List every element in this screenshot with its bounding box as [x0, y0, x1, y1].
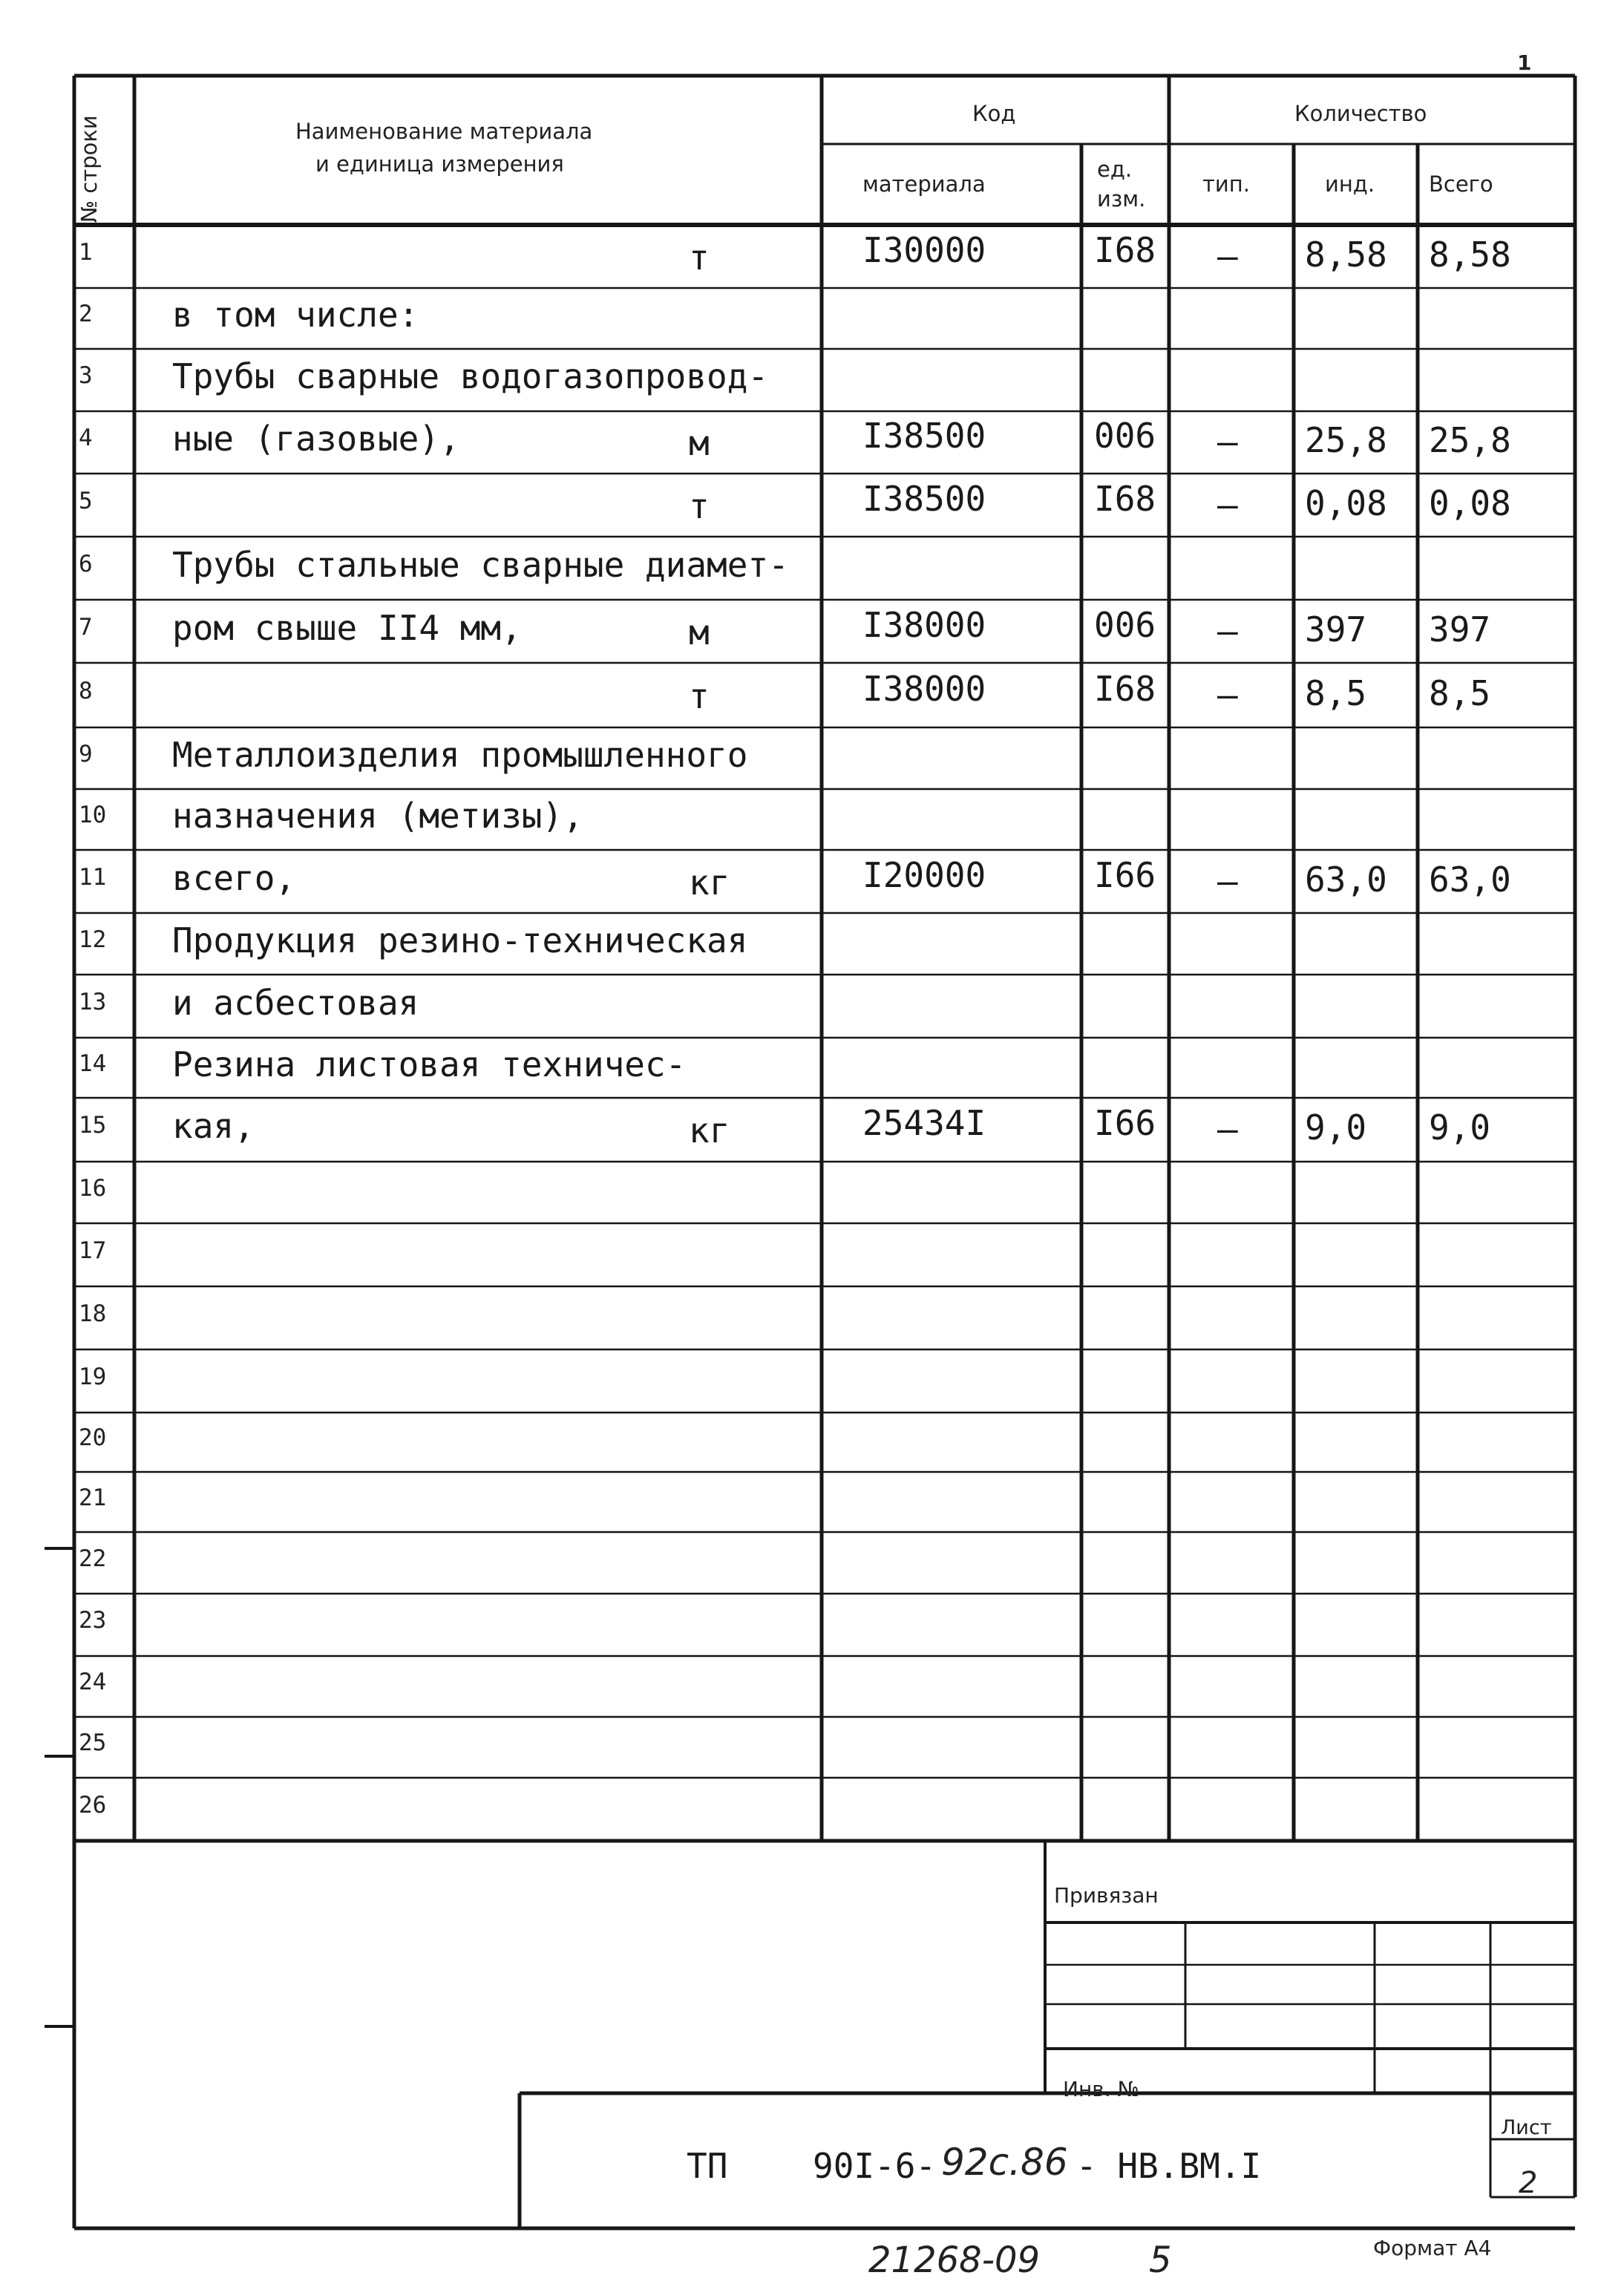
material-name: ные (газовые), [172, 419, 460, 459]
row-number: 11 [79, 863, 107, 891]
material-name: кая, [172, 1106, 255, 1146]
quantity-header: Количество [1294, 101, 1427, 126]
row-number: 19 [79, 1363, 107, 1390]
qty-typ: – [1217, 674, 1238, 715]
material-code: I38000 [862, 604, 986, 645]
material-name: Трубы стальные сварные диамет- [172, 544, 789, 585]
unit-label: т [689, 237, 710, 278]
unit-label: м [689, 612, 710, 652]
row-number: 12 [79, 926, 107, 953]
unit-code: I68 [1094, 229, 1156, 270]
row-number: 4 [79, 425, 93, 451]
name-header-line1: Наименование материала [295, 119, 593, 144]
row-number: 25 [79, 1729, 107, 1756]
name-header-line2: и единица измерения [315, 151, 564, 177]
unit-code: I66 [1094, 854, 1156, 895]
qty-ind: 25,8 [1305, 420, 1387, 460]
row-number: 26 [79, 1791, 107, 1819]
unit-label: т [689, 675, 710, 716]
code-material-header: материала [862, 171, 986, 197]
unit-label: кг [689, 1110, 730, 1151]
qty-total: 63,0 [1429, 859, 1511, 900]
qty-ind: 8,5 [1305, 672, 1367, 713]
qty-ind: 8,58 [1305, 234, 1387, 275]
code-unit-header: ед. изм. [1097, 157, 1146, 212]
material-code: I38000 [862, 668, 986, 709]
row-number: 14 [79, 1050, 107, 1077]
row-number: 7 [79, 613, 93, 641]
doc-code-handwritten: 92с.86 [941, 2141, 1068, 2184]
qty-typ: – [1217, 422, 1238, 462]
sheet-number: 2 [1519, 2166, 1538, 2200]
corner-mark: 1 [1517, 50, 1532, 75]
row-number: 17 [79, 1237, 107, 1264]
unit-code: I68 [1094, 478, 1156, 519]
row-number: 22 [79, 1545, 107, 1572]
sheet-label: Лист [1501, 2116, 1552, 2139]
unit-code: 006 [1094, 416, 1156, 456]
row-number: 21 [79, 1484, 107, 1511]
row-number: 3 [79, 362, 93, 389]
row-number: 10 [79, 802, 107, 828]
row-number: 1 [79, 238, 93, 266]
row-number: 2 [79, 301, 93, 327]
format-label: Формат А4 [1373, 2236, 1492, 2260]
qty-typ: – [1217, 860, 1238, 901]
material-name: в том числе: [172, 295, 419, 335]
material-name: назначения (метизы), [172, 796, 583, 836]
row-number: 16 [79, 1174, 107, 1202]
qty-typ: – [1217, 1109, 1238, 1149]
row-number: 9 [79, 740, 93, 768]
row-number: 24 [79, 1669, 107, 1695]
qty-total: 25,8 [1429, 420, 1511, 460]
qty-typ: – [1217, 610, 1238, 651]
qty-ind: 63,0 [1305, 859, 1387, 900]
material-name: Резина листовая техничес- [172, 1044, 687, 1084]
material-code: I20000 [862, 854, 986, 895]
privyazan-label: Привязан [1054, 1883, 1159, 1908]
unit-label: кг [689, 862, 730, 903]
code-header: Код [972, 101, 1016, 126]
unit-label: м [689, 423, 710, 463]
material-name: и асбестовая [172, 982, 419, 1023]
qty-total-header: Всего [1429, 171, 1493, 197]
qty-total: 0,08 [1429, 482, 1511, 523]
qty-total: 8,5 [1429, 672, 1491, 713]
material-name: Продукция резино-техническая [172, 920, 748, 960]
material-code: I38500 [862, 416, 986, 456]
inv-number-label: Инв. № [1063, 2077, 1139, 2101]
row-number: 20 [79, 1424, 107, 1451]
qty-ind-header: инд. [1325, 171, 1375, 197]
doc-code-suffix: - НВ.ВМ.I [1076, 2146, 1262, 2186]
row-number: 23 [79, 1607, 107, 1634]
row-number: 15 [79, 1112, 107, 1139]
qty-ind: 0,08 [1305, 482, 1387, 523]
qty-typ: – [1217, 484, 1238, 525]
row-number: 6 [79, 550, 93, 577]
unit-label: т [689, 485, 710, 526]
qty-total: 9,0 [1429, 1107, 1491, 1148]
page-handwritten-number: 5 [1149, 2239, 1172, 2281]
row-number: 8 [79, 677, 93, 704]
material-name: ром свыше II4 мм, [172, 607, 522, 648]
row-number: 13 [79, 988, 107, 1015]
qty-total: 397 [1429, 609, 1491, 649]
material-code: I38500 [862, 478, 986, 519]
doc-code-prefix: ТП [687, 2146, 728, 2186]
qty-ind: 397 [1305, 609, 1367, 649]
qty-typ: – [1217, 235, 1238, 276]
stamp-number: 21268-09 [868, 2239, 1041, 2281]
unit-code: I66 [1094, 1103, 1156, 1143]
qty-total: 8,58 [1429, 234, 1511, 275]
unit-code: 006 [1094, 604, 1156, 645]
doc-code-number: 90I-6- [813, 2146, 937, 2186]
material-code: 25434I [862, 1103, 986, 1143]
material-code: I30000 [862, 229, 986, 270]
qty-typ-header: тип. [1202, 171, 1250, 197]
qty-ind: 9,0 [1305, 1107, 1367, 1148]
material-name: Трубы сварные водогазопровод- [172, 356, 769, 396]
row-number-header: № строки [76, 115, 102, 223]
material-name: всего, [172, 857, 296, 898]
material-name: Металлоизделия промышленного [172, 734, 748, 775]
unit-code: I68 [1094, 668, 1156, 709]
row-number: 18 [79, 1300, 107, 1327]
row-number: 5 [79, 487, 93, 514]
